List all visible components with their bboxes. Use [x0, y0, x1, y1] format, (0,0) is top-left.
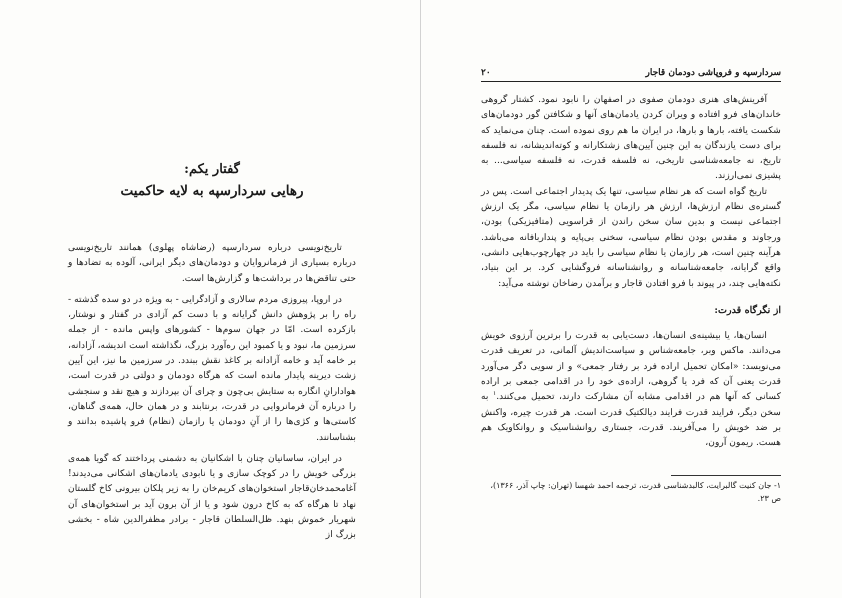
- footnote-rule: [671, 475, 781, 476]
- left-body-text: [68, 240, 356, 543]
- section-subheading: از نگرگاه قدرت:: [714, 304, 781, 316]
- header-rule: [481, 81, 781, 82]
- chapter-title: [70, 160, 354, 202]
- paragraph: تاریخ‌نویسی درباره سردارسپه (رضاشاه پهلوی) همانند تاریخ‌نویسی درباره بسیاری از فرمانروایان و دودمان‌های دیگر ایرانی، آلوده به تضادها و حتی تناقض‌ها در برداشت‌ها و گزارش‌ها است.: [68, 242, 356, 284]
- paragraph: آفرینش‌های هنری دودمان صفوی در اصفهان را نابود نمود. کشتار گروهی خاندان‌های فرو افتاده و ویران کردن یادمان‌های آنها و شکافتن گور دودمان‌های شکست یافته، بارها و بارها، در ایران ما هم روی نموده است. چنان می‌نماید که برای دست یازندگان به این چنین آیین‌های زشتکارانه و کوته‌اندیشانه، نه فلسفه تاریخ، نه جامعه‌شناسی تاریخی، نه فلسفه قدرت، نه فلسفه سیاسی... به پشیزی نمی‌ارزند.: [481, 94, 781, 182]
- right-page: [421, 0, 842, 598]
- paragraph-text: به سخن دیگر، فرایند قدرت فرایند دیالکتیک قدرت است. هر قدرت چیره، واکنش بر ضد خویش را می‌آفریند. قدرت، جستاری روانشناسیک و روانکاویک هم هست. ریمون آرون،: [481, 391, 781, 449]
- paragraph: در ایران، ساسانیان چنان با اشکانیان به دشمنی پرداختند که گویا همه‌ی بزرگی خویش را در کوچک سازی و یا نابودی یادمان‌های اشکانی می‌دیدند! آغامحمدخان‌قاجار استخوان‌های کریم‌خان را به زیر پلکان بیرونی کاخ گلستان نهاد تا هرگاه که به کاخ درون شود و یا از آن برون آید بر استخوان‌های آن شهریار خموش بنهد. ظل‌السلطان قاجار - برادر مظفرالدین شاه - بخشی بزرگ از: [68, 452, 356, 541]
- footnote-marker: ۱: [493, 390, 497, 398]
- running-title: سردارسپه و فروپاشی دودمان قاجار: [645, 68, 781, 78]
- right-body-text: [481, 92, 781, 451]
- footnote: ۱- جان کنیت گالبرایت، کالبدشناسی قدرت، ترجمه احمد شهسا (تهران: چاپ آذر، ۱۳۶۶)، ص ۲۳.: [490, 481, 781, 503]
- paragraph: در اروپا، پیروزی مردم سالاری و آزادگرایی - به ویژه در دو سده گذشته - راه را بر پژوهش دانش گرایانه و با دست کم آزادی در گفتار و نوشتار، بازکرده است. امّا در جهان سوم‌ها - کشورهای واپس مانده - از جمله سرزمین ما، نبود و یا کمبود این ره‌آورد بزرگ، نگذاشته است اندیشه، آزادانه، بر خامه آید و خامه آزادانه بر کاغذ نقش ببندد. در سرزمین ما نیز، این آیین زشت دیرینه پایدار مانده است که هرگاه دودمان و دولتی در قدرت است، هوادارانِ انگاره به ستایش بی‌چون و چرای آن بپردازند و هیچ نقد و سنجشی را درباره آن فرمانروایی در قدرت، برنتابند و در همان حال، همه‌ی گناهان، کاستی‌ها و کژی‌ها را از آنِ دودمان یا رازمان (نظام) فرو پاشیده بدانند و بشناسانند.: [68, 293, 356, 443]
- running-header: [481, 64, 781, 78]
- paragraph: تاریخ گواه است که هر نظام سیاسی، تنها یک پدیدار اجتماعی است. پس در گستره‌ی نظام ارزش‌ها، ارزش هر رازمان یا نظام سیاسی، مگر یک ارزش اجتماعی نیست و بدین سان سخن راندن از قراسویی (متافیزیکی) بودن، ورجاوند و مقدس بودن نظام سیاسی، سخنی بی‌پایه و پنداربافانه می‌باشد. هرآینه چنین است، هر رازمان یا نظام سیاسی را باید در چهارچوب‌هایی دانشی، واقع گرایانه، جامعه‌شناسانه و روانشناسانه فروگشایی کرد. بر این بنیاد، نکته‌هایی چند، در پیوند با فرو افتادن قاجار و برآمدن رضاخان نوشته می‌آید:: [481, 185, 781, 289]
- chapter-title-line2: رهایی سردارسپه به لایه حاکمیت: [120, 183, 304, 199]
- page-number: ۲۰: [481, 68, 491, 78]
- paragraph: [481, 328, 781, 450]
- paragraph-text: انسان‌ها، یا بیشینه‌ی انسان‌ها، دست‌یابی به قدرت را برترین آرزوی خویش می‌دانند. ماکس وبر، جامعه‌شناس و سیاست‌اندیش آلمانی، در تعریف قدرت می‌نویسد: «امکان تحمیل اراده فرد بر رفتار جمعی» و از سویی دگر می‌آورد قدرت یعنی آن که فرد یا گروهی، اراده‌ی خود را در اقدامی جمعی بر اراده کسانی که آنها هم در اقدامی مشابه آن مشارکت دارند، تحمیل می‌کنند.: [481, 330, 782, 403]
- chapter-title-line1: گفتار یکم:: [184, 162, 240, 177]
